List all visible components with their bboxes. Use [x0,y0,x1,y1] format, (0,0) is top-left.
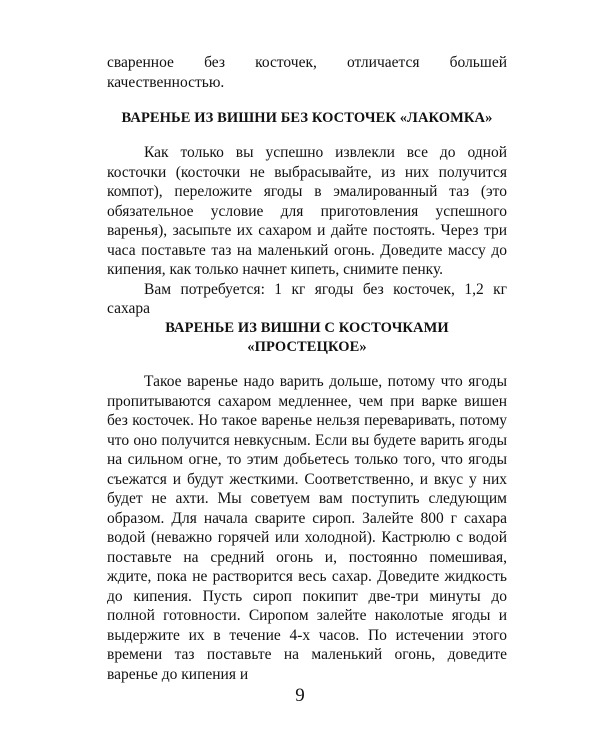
intro-line-1: сваренное без косточек, отличается большей [107,54,507,71]
page-number: 9 [295,685,305,706]
section-2-heading [107,319,507,357]
section-1-paragraph-1: Как только вы успешно извлекли все до одной косточки (косточки не выбрасывайте, из них получится компот), переложите ягоды в эмалированный таз (это обязательное условие для приготовления успешного варенья), засыпьте их сахаром и дайте постоять. Через три часа поставьте таз на маленький огонь. Доведите массу до кипения, как только начнет кипеть, снимите пенку. [107,144,507,278]
section-2-paragraph: Такое варенье надо варить дольше, потому что ягоды пропитываются сахаром медленнее, чем при варке вишен без косточек. Но такое варенье нельзя переваривать, потому что оно получится невкусным. Если вы будете варить ягоды на сильном огне, то этим добьетесь только того, что ягоды съежатся и будут жесткими. Соответственно, и вкус у них будет не ахти. Мы советуем вам поступить следующим образом. Для начала сварите сироп. Залейте 800 г сахара водой (неважно горячей или холодной). Кастрюлю с водой поставьте на средний огонь и, постоянно помешивая, ждите, пока не растворится весь сахар. Доведите жидкость до кипения. Пусть сироп покипит две-три минуты до полной готовности. Сиропом залейте наколотые ягоды и выдержите их в течение 4-х часов. По истечении этого времени таз поставьте на маленький огонь, доведите варенье до кипения и [107,373,507,683]
section-1-body [107,143,507,319]
section-2-heading-line-2: «ПРОСТЕЦКОЕ» [247,339,367,355]
intro-line-2: качественностью. [107,73,225,91]
intro-paragraph [107,53,507,92]
section-1-heading: ВАРЕНЬЕ ИЗ ВИШНИ БЕЗ КОСТОЧЕК «ЛАКОМКА» [121,110,493,126]
section-2-body [107,372,507,684]
section-1-paragraph-2: Вам потребуется: 1 кг ягоды без косточек, 1,2 кг сахара [107,280,507,317]
section-2-heading-line-1: ВАРЕНЬЕ ИЗ ВИШНИ С КОСТОЧКАМИ [165,320,449,336]
